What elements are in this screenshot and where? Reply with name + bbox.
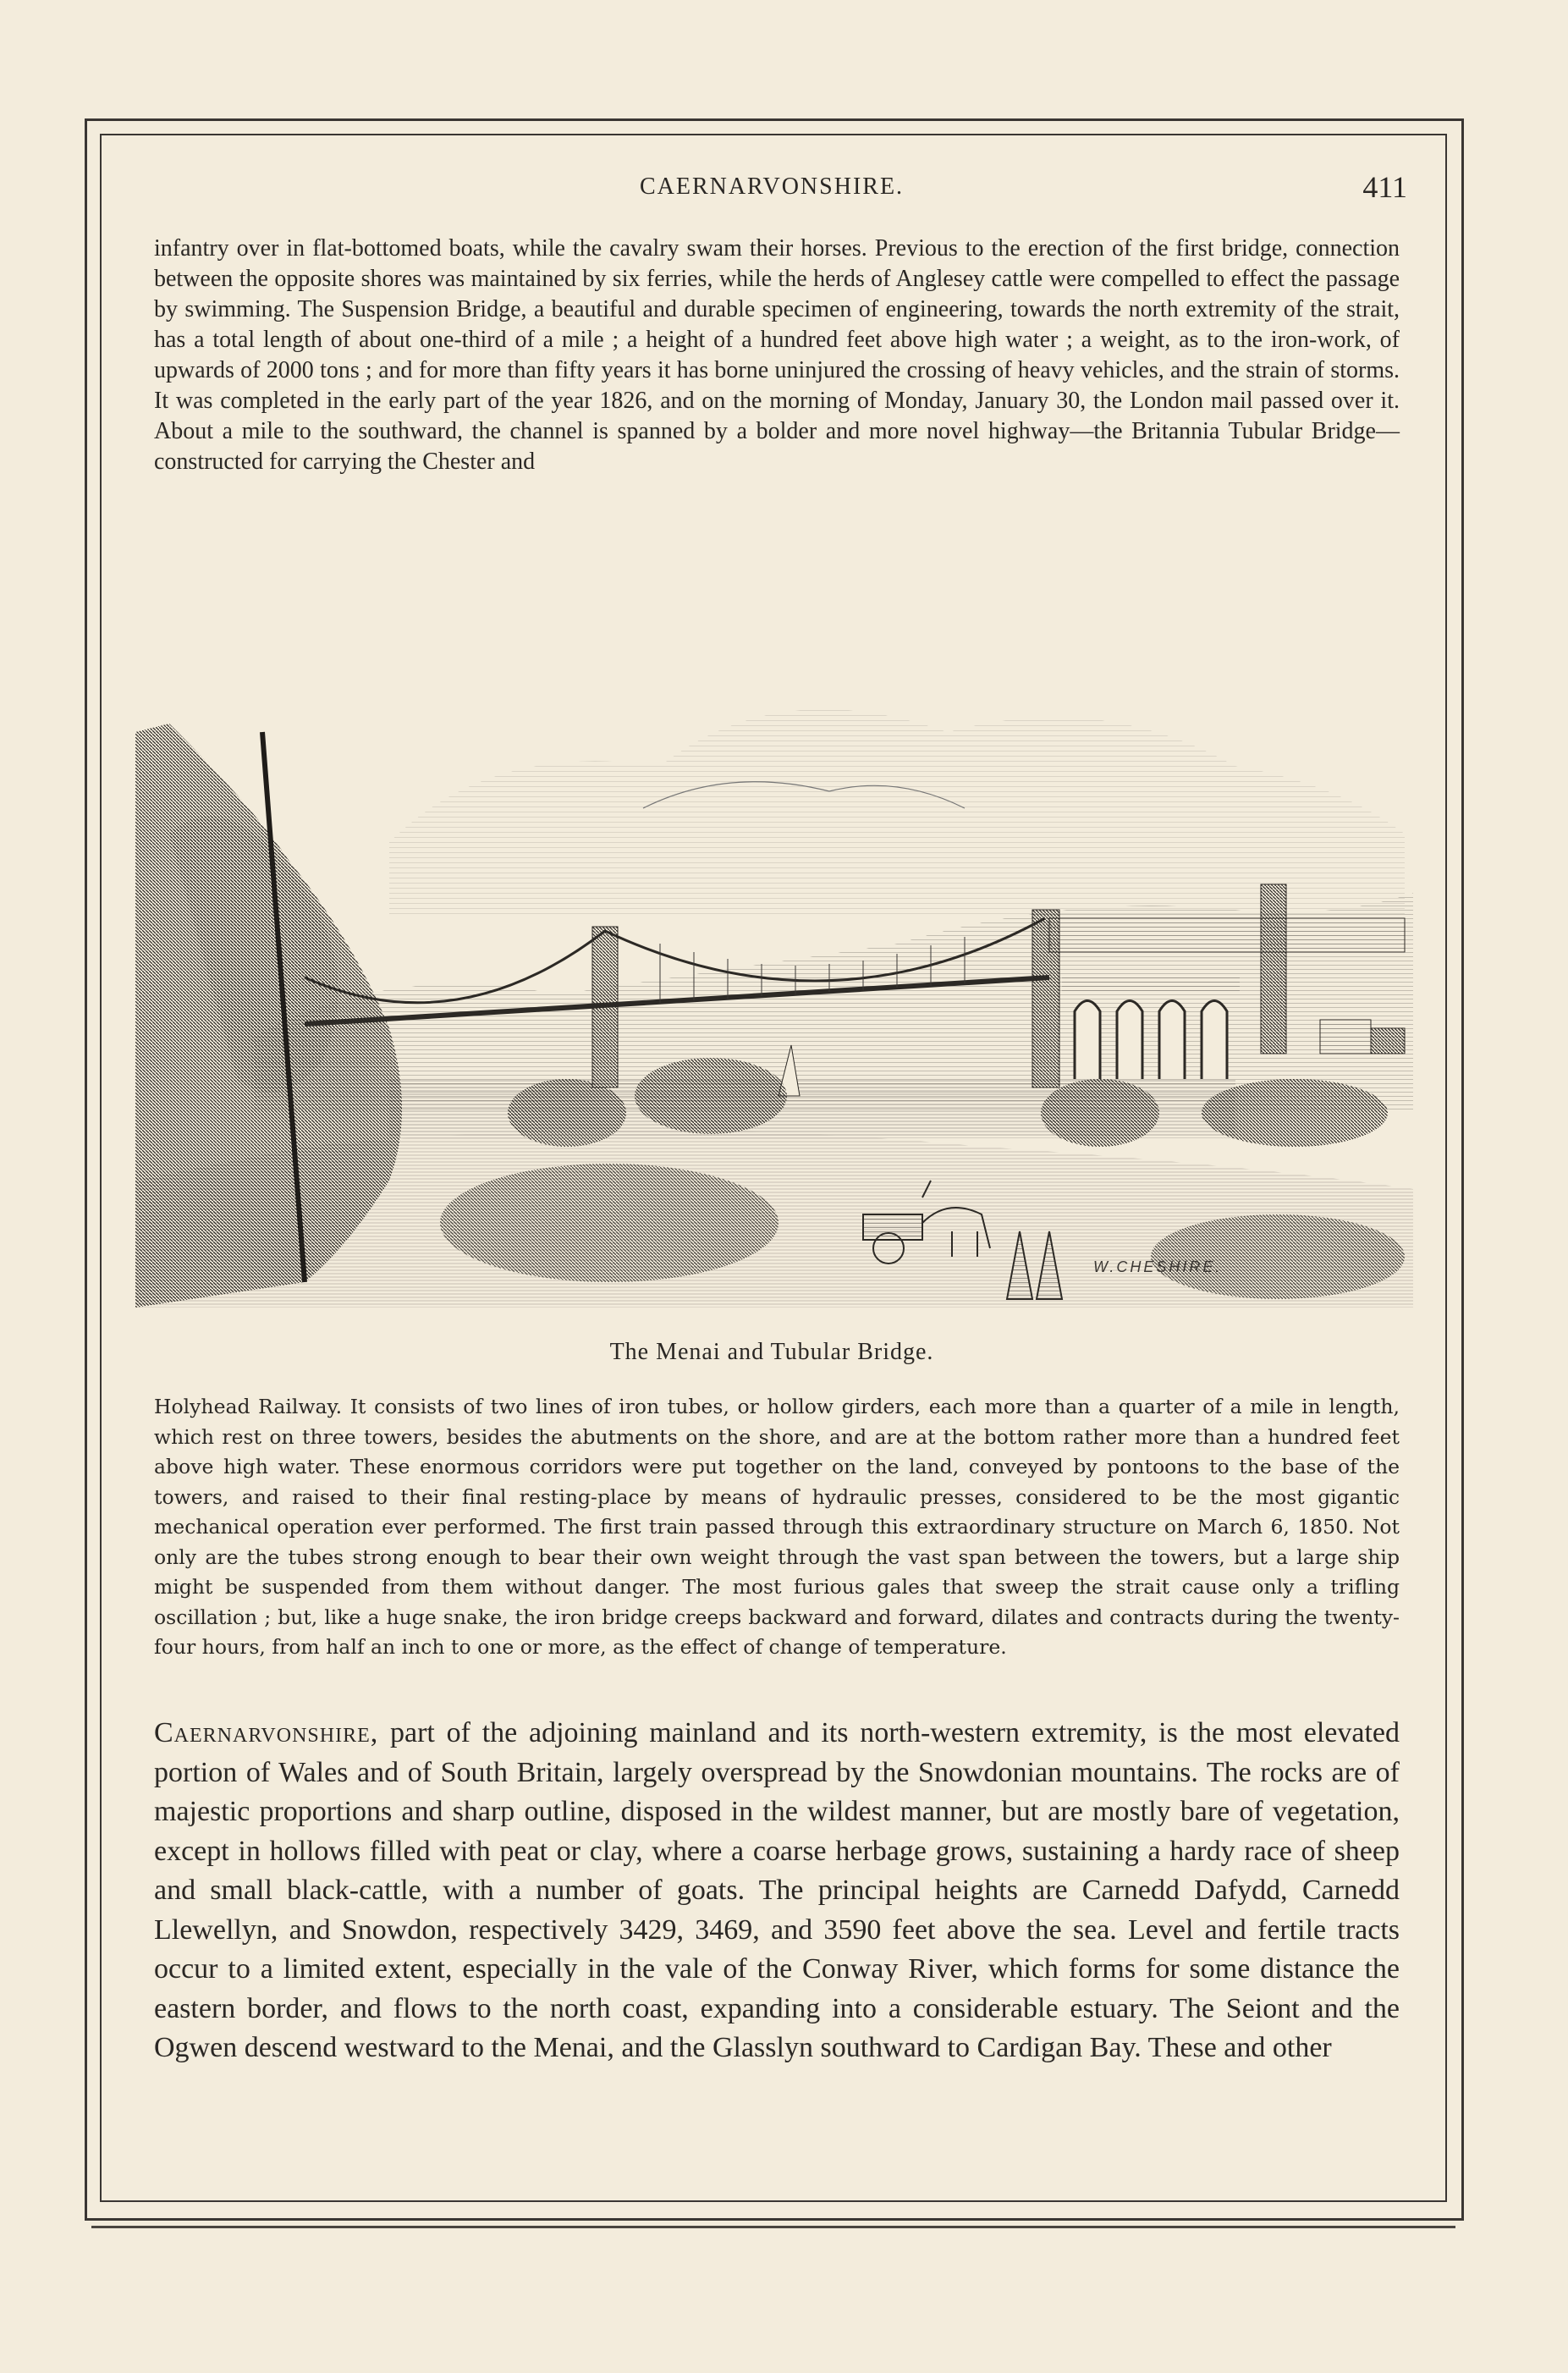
main-paragraph bbox=[154, 1714, 1400, 2068]
main-paragraph-body: part of the adjoining mainland and its north-western extremity, is the most elevated portion of Wales and of South Britain, largely overspread by the Snowdonian mountains. The rocks are of majestic proportions and sharp outline, disposed in the wildest manner, but are mostly bare of vegetation, except in hollows filled with peat or clay, where a coarse herbage grows, sustaining a hardy race of sheep and small black-cattle, with a number of goats. The principal heights are Carnedd Dafydd, Carnedd Llewellyn, and Snowdon, respectively 3429, 3469, and 3590 feet above the sea. Level and fertile tracts occur to a limited extent, especially in the vale of the Conway River, which forms for some distance the eastern border, and flows to the north coast, expanding into a considerable estuary. The Seiont and the Ogwen descend westward to the Menai, and the Glasslyn southward to Cardigan Bay. These and other bbox=[154, 1717, 1400, 2063]
engraver-signature: W.CHESHIRE. bbox=[1093, 1258, 1223, 1275]
page-number: 411 bbox=[1362, 170, 1407, 204]
top-paragraph: infantry over in flat-bottomed boats, while the cavalry swam their horses. Previous to the erection of the first bridge, connection between the opposite shores was maintained by six ferries, while the herds of Anglesey cattle were compelled to effect the passage by swimming. The Suspension Bridge, a beautiful and durable specimen of engineering, towards the north extremity of the strait, has a total length of about one-third of a mile ; a height of a hundred feet above high water ; a weight, as to the iron-work, of upwards of 2000 tons ; and for more than fifty years it has borne uninjured the crossing of heavy vehicles, and the strain of storms. It was completed in the early part of the year 1826, and on the morning of Monday, January 30, the London mail passed over it. About a mile to the southward, the channel is spanned by a bolder and more novel highway—the Britannia Tubular Bridge—constructed for carrying the Chester and bbox=[154, 235, 1400, 475]
running-head: CAERNARVONSHIRE. bbox=[639, 173, 905, 200]
main-paragraph-block bbox=[154, 1714, 1400, 2068]
menai-bridge-engraving bbox=[135, 639, 1413, 1308]
bottom-paragraph: Holyhead Railway. It consists of two lines of iron tubes, or hollow girders, each more than a quarter of a mile in length, which rest on three towers, besides the abutments on the shore, and are at the bottom rather more than a hundred feet above high water. These enormous corridors were put together on the land, conveyed by pontoons to the base of the towers, and raised to their final resting-place by means of hydraulic presses, considered to be the most gigantic mechanical operation ever performed. The first train passed through this extraordinary structure on March 6, 1850. Not only are the tubes strong enough to bear their own weight through the vast span between the towers, but a large ship might be suspended from them without danger. The most furious gales that sweep the strait cause only a trifling oscillation ; but, like a huge snake, the iron bridge creeps backward and forward, dilates and contracts during the twenty-four hours, from half an inch to one or more, as the effect of change of temperature. bbox=[154, 1395, 1400, 1659]
main-lead-word: Caernarvonshire, bbox=[154, 1717, 379, 1748]
figure-caption: The Menai and Tubular Bridge. bbox=[609, 1339, 934, 1365]
top-paragraph-block bbox=[154, 234, 1400, 477]
bottom-paragraph-block bbox=[154, 1392, 1400, 1663]
page-bottom-rule bbox=[91, 2226, 1455, 2228]
